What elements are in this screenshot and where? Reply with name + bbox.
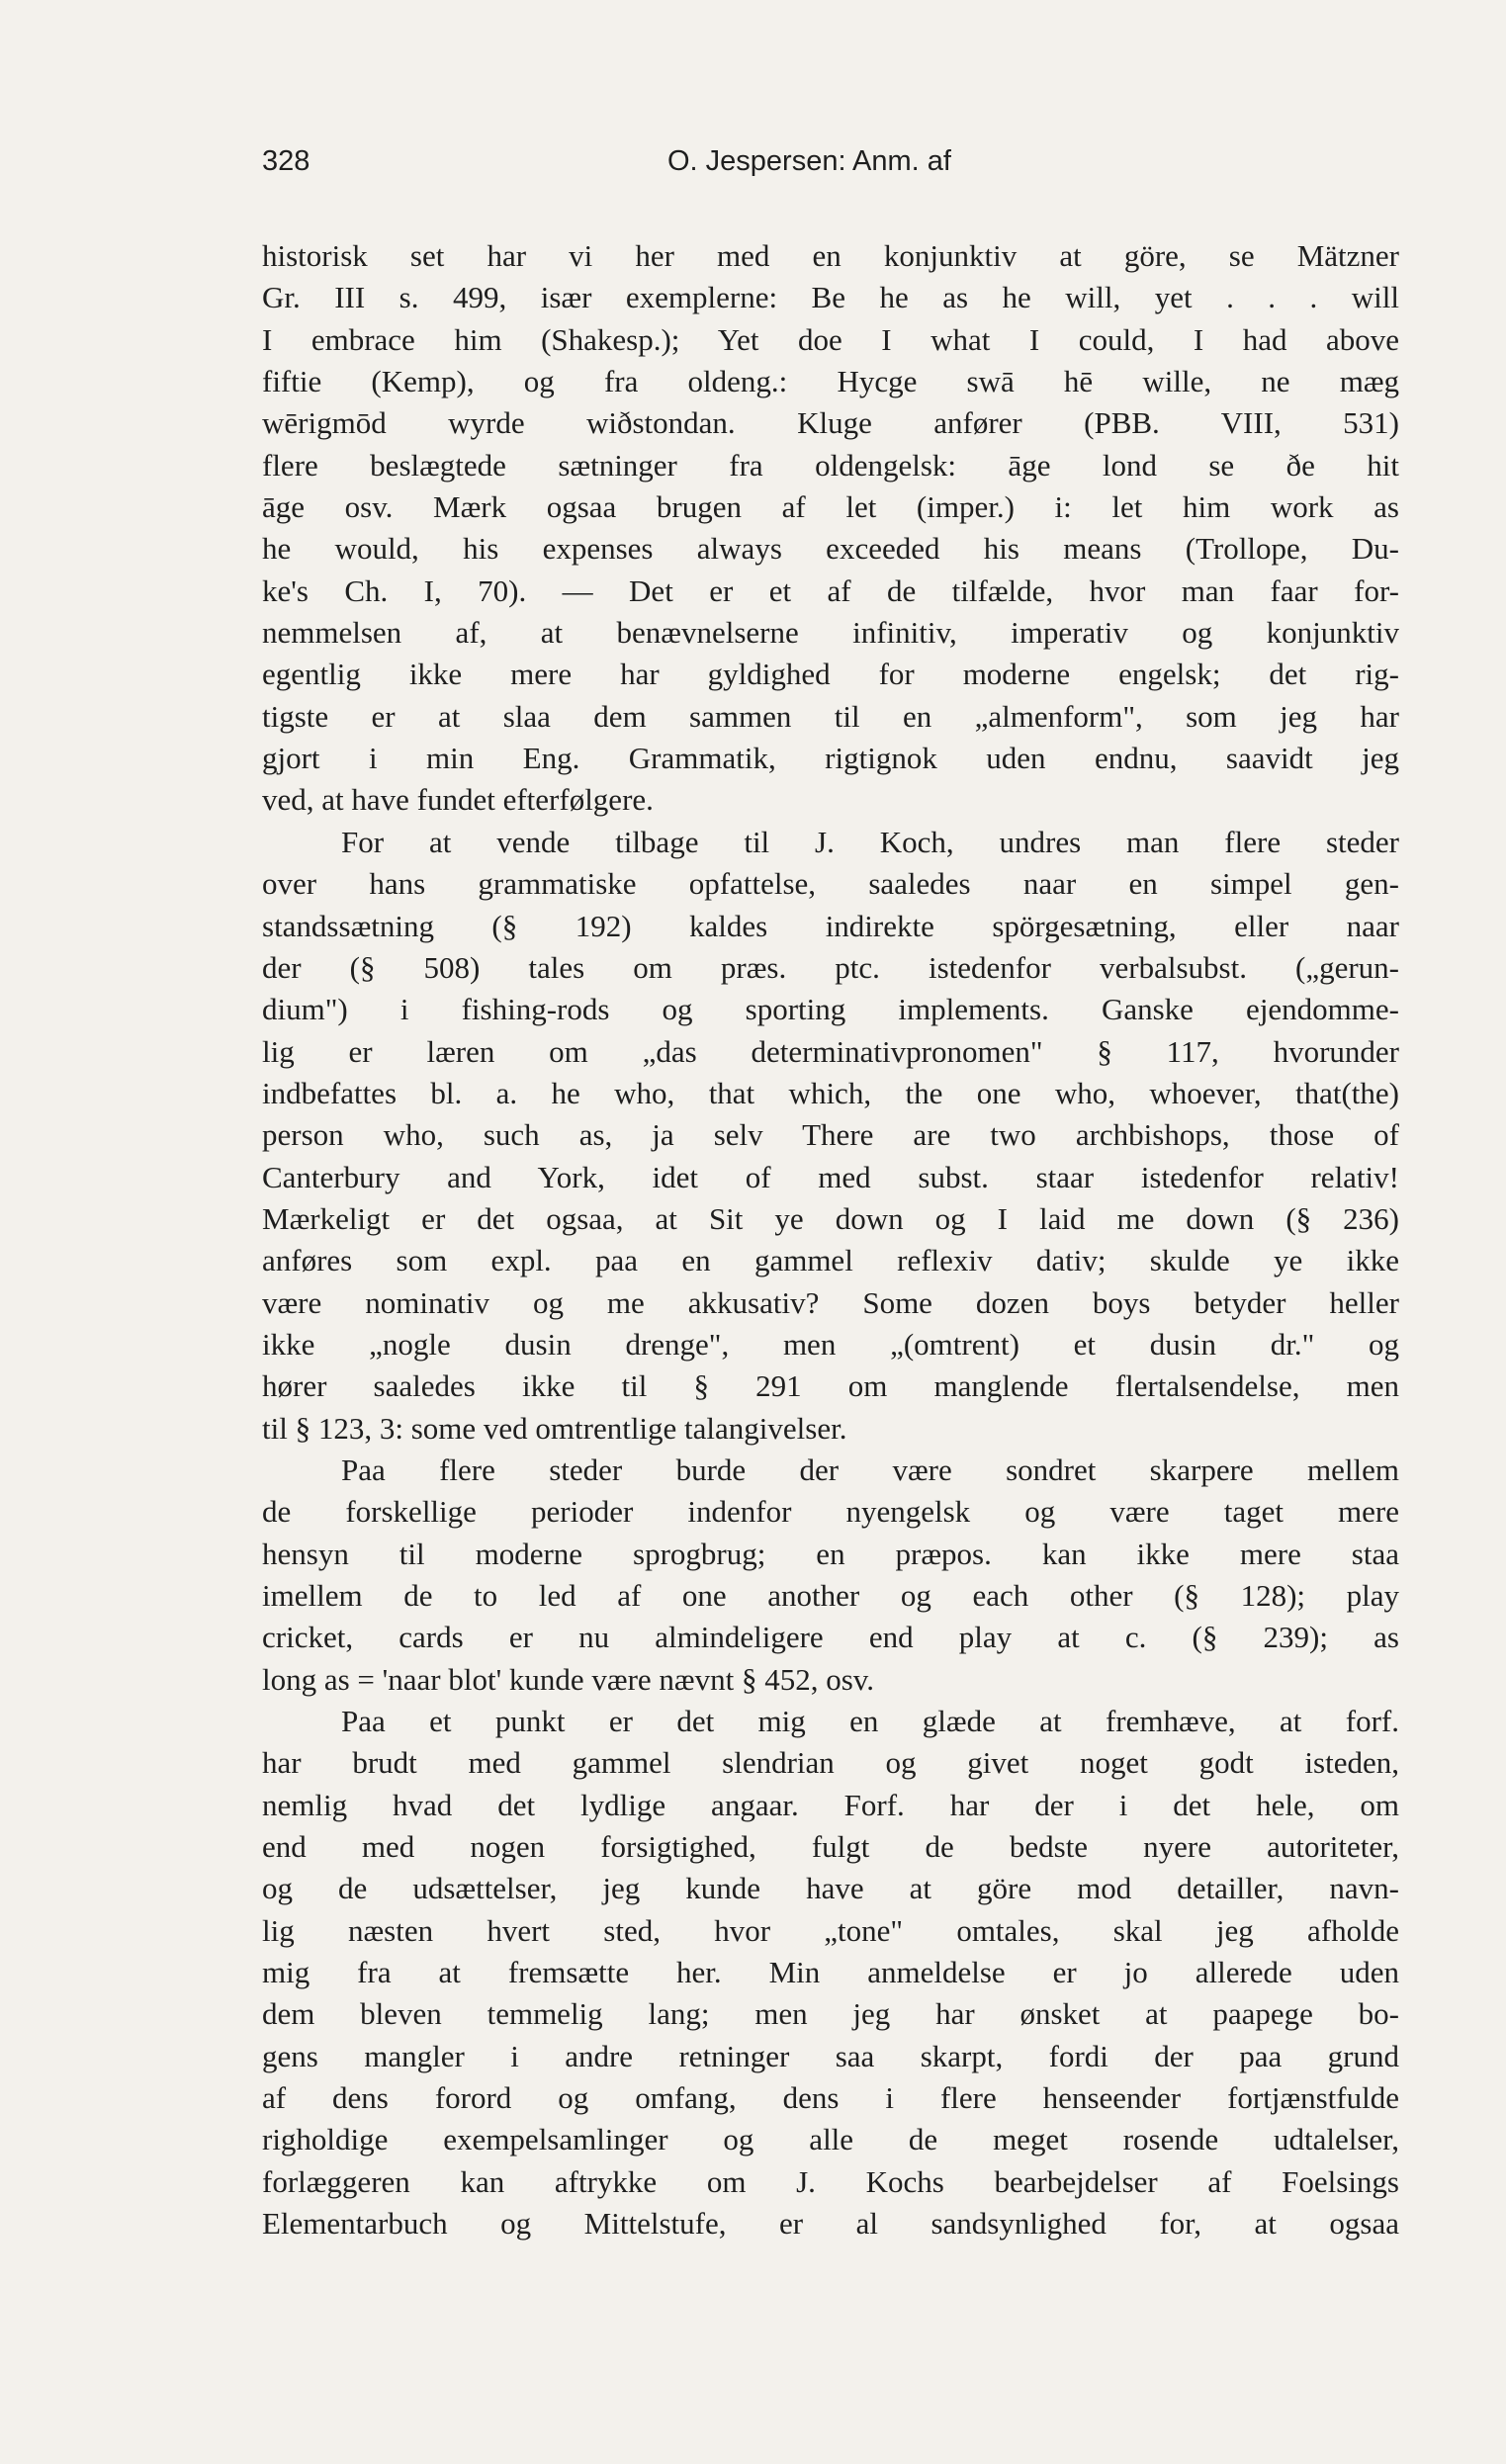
text-line: mig fra at fremsætte her. Min anmeldelse er jo allerede uden bbox=[262, 1955, 1399, 1990]
text-line: historisk set har vi her med en konjunktiv at göre, se Mätzner bbox=[262, 238, 1399, 273]
text-line: hører saaledes ikke til § 291 om manglende flertalsendelse, men bbox=[262, 1368, 1399, 1404]
text-line: egentlig ikke mere har gyldighed for moderne engelsk; det rig- bbox=[262, 657, 1399, 692]
text-line: nemmelsen af, at benævnelserne infinitiv, imperativ og konjunktiv bbox=[262, 615, 1399, 651]
text-line: I embrace him (Shakesp.); Yet doe I what I could, I had above bbox=[262, 321, 1399, 357]
text-line: person who, such as, ja selv There are two archbishops, those of bbox=[262, 1117, 1399, 1153]
text-line: Paa flere steder burde der være sondret skarpere mellem bbox=[341, 1452, 1399, 1487]
text-line: har brudt med gammel slendrian og givet noget godt isteden, bbox=[262, 1745, 1399, 1781]
text-line: Elementarbuch og Mittelstufe, er al sandsynlighed for, at ogsaa bbox=[262, 2206, 1399, 2242]
page-number: 328 bbox=[262, 145, 310, 177]
text-line: standssætning (§ 192) kaldes indirekte spörgesætning, eller naar bbox=[262, 908, 1399, 943]
text-line: over hans grammatiske opfattelse, saaledes naar en simpel gen- bbox=[262, 866, 1399, 902]
text-line: cricket, cards er nu almindeligere end play at c. (§ 239); as bbox=[262, 1620, 1399, 1655]
text-line: fiftie (Kemp), og fra oldeng.: Hycge swā hē wille, ne mæg bbox=[262, 364, 1399, 399]
text-line: dium") i fishing-rods og sporting implements. Ganske ejendomme- bbox=[262, 992, 1399, 1027]
text-line: Gr. III s. 499, især exemplerne: Be he as he will, yet . . . will bbox=[262, 280, 1399, 315]
text-line: indbefattes bl. a. he who, that which, the one who, whoever, that(the) bbox=[262, 1075, 1399, 1110]
text-line: der (§ 508) tales om præs. ptc. istedenfor verbalsubst. („gerun- bbox=[262, 949, 1399, 985]
text-line: lig er læren om „das determinativpronomen" § 117, hvorunder bbox=[262, 1033, 1399, 1069]
text-line: For at vende tilbage til J. Koch, undres man flere steder bbox=[341, 824, 1399, 859]
text-line: Mærkeligt er det ogsaa, at Sit ye down og I laid me down (§ 236) bbox=[262, 1200, 1399, 1236]
text-line: dem bleven temmelig lang; men jeg har ønsket at paapege bo- bbox=[262, 1996, 1399, 2032]
text-line: til § 123, 3: some ved omtrentlige talangivelser. bbox=[262, 1410, 847, 1446]
text-line: forlæggeren kan aftrykke om J. Kochs bearbejdelser af Foelsings bbox=[262, 2163, 1399, 2199]
text-line: de forskellige perioder indenfor nyengelsk og være taget mere bbox=[262, 1494, 1399, 1530]
text-line: ved, at have fundet efterfølgere. bbox=[262, 782, 654, 818]
text-line: he would, his expenses always exceeded his means (Trollope, Du- bbox=[262, 531, 1399, 567]
text-line: imellem de to led af one another og each other (§ 128); play bbox=[262, 1578, 1399, 1613]
text-line: være nominativ og me akkusativ? Some dozen boys betyder heller bbox=[262, 1284, 1399, 1320]
text-line: āge osv. Mærk ogsaa brugen af let (imper.) i: let him work as bbox=[262, 489, 1399, 525]
running-head: O. Jespersen: Anm. af bbox=[667, 145, 951, 177]
text-line: og de udsættelser, jeg kunde have at göre mod detailler, navn- bbox=[262, 1871, 1399, 1906]
text-line: flere beslægtede sætninger fra oldengelsk: āge lond se ðe hit bbox=[262, 447, 1399, 483]
page-header bbox=[262, 141, 1399, 181]
text-line: anføres som expl. paa en gammel reflexiv dativ; skulde ye ikke bbox=[262, 1243, 1399, 1278]
text-line: ke's Ch. I, 70). — Det er et af de tilfælde, hvor man faar for- bbox=[262, 572, 1399, 608]
text-line: end med nogen forsigtighed, fulgt de bedste nyere autoriteter, bbox=[262, 1829, 1399, 1865]
text-line: hensyn til moderne sprogbrug; en præpos. kan ikke mere staa bbox=[262, 1536, 1399, 1571]
text-line: nemlig hvad det lydlige angaar. Forf. har der i det hele, om bbox=[262, 1787, 1399, 1822]
text-line: long as = 'naar blot' kunde være nævnt § 452, osv. bbox=[262, 1661, 875, 1697]
text-line: Canterbury and York, idet of med subst. staar istedenfor relativ! bbox=[262, 1159, 1399, 1194]
text-line: af dens forord og omfang, dens i flere henseender fortjænstfulde bbox=[262, 2080, 1399, 2116]
text-line: Paa et punkt er det mig en glæde at fremhæve, at forf. bbox=[341, 1704, 1399, 1739]
text-line: lig næsten hvert sted, hvor „tone" omtales, skal jeg afholde bbox=[262, 1912, 1399, 1948]
text-line: ikke „nogle dusin drenge", men „(omtrent) et dusin dr." og bbox=[262, 1326, 1399, 1362]
text-line: gens mangler i andre retninger saa skarpt, fordi der paa grund bbox=[262, 2038, 1399, 2073]
text-line: wērigmōd wyrde wiðstondan. Kluge anfører (PBB. VIII, 531) bbox=[262, 405, 1399, 441]
text-line: gjort i min Eng. Grammatik, rigtignok uden endnu, saavidt jeg bbox=[262, 741, 1399, 776]
text-line: tigste er at slaa dem sammen til en „almenform", som jeg har bbox=[262, 698, 1399, 734]
body-text bbox=[262, 235, 1399, 2245]
text-line: righoldige exempelsamlinger og alle de meget rosende udtalelser, bbox=[262, 2122, 1399, 2157]
